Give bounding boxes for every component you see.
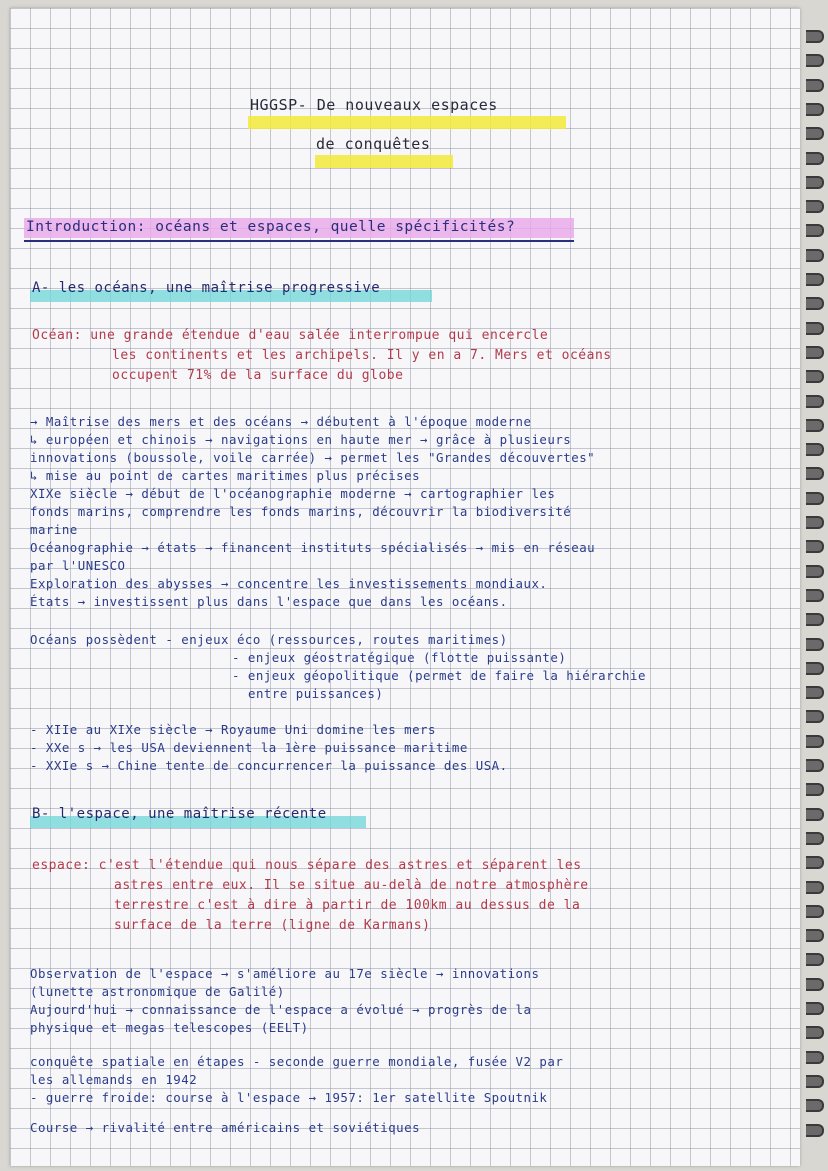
page-title-line-2: de conquêtes [316, 135, 431, 153]
spiral-ring [806, 249, 824, 262]
space-definition-line-4: surface de la terre (ligne de Karmans) [114, 918, 431, 933]
spiral-ring [806, 273, 824, 286]
section-b-heading: B- l'espace, une maîtrise récente [32, 806, 327, 822]
spiral-ring [806, 492, 824, 505]
enjeux-line: entre puissances) [248, 686, 384, 701]
ocean-definition-line-1: Océan: une grande étendue d'eau salée interrompue qui encercle [32, 328, 549, 343]
spiral-ring [806, 978, 824, 991]
spiral-ring [806, 200, 824, 213]
spiral-ring [806, 224, 824, 237]
introduction-heading: Introduction: océans et espaces, quelle spécificités? [26, 219, 516, 235]
spiral-ring [806, 127, 824, 140]
space-note-line: Aujourd'hui → connaissance de l'espace a évolué → progrès de la [30, 1002, 532, 1017]
spiral-ring [806, 30, 824, 43]
spiral-ring [806, 516, 824, 529]
spiral-ring [806, 152, 824, 165]
spiral-ring [806, 419, 824, 432]
spiral-ring [806, 1051, 824, 1064]
spiral-ring [806, 540, 824, 553]
spiral-ring [806, 613, 824, 626]
space-definition-line-3: terrestre c'est à dire à partir de 100km au dessus de la [114, 898, 581, 913]
spiral-ring [806, 783, 824, 796]
note-line: Exploration des abysses → concentre les investissements mondiaux. [30, 576, 548, 591]
spiral-ring [806, 832, 824, 845]
ocean-definition-line-3: occupent 71% de la surface du globe [112, 368, 404, 383]
spiral-ring [806, 1075, 824, 1088]
notebook-page [10, 8, 800, 1166]
history-line: - XXe s → les USA deviennent la 1ère puissance maritime [30, 740, 468, 755]
spiral-ring [806, 638, 824, 651]
note-line: ↳ mise au point de cartes maritimes plus précises [30, 468, 421, 483]
section-a-heading: A- les océans, une maîtrise progressive [32, 280, 381, 296]
enjeux-line: - enjeux géopolitique (permet de faire la hiérarchie [232, 668, 646, 683]
note-line: Océanographie → états → financent instituts spécialisés → mis en réseau [30, 540, 596, 555]
space-note-line: conquête spatiale en étapes - seconde guerre mondiale, fusée V2 par [30, 1054, 564, 1069]
note-line: → Maîtrise des mers et des océans → débutent à l'époque moderne [30, 414, 532, 429]
spiral-ring [806, 856, 824, 869]
spiral-ring [806, 1124, 824, 1137]
spiral-ring [806, 710, 824, 723]
spiral-ring [806, 881, 824, 894]
enjeux-line: Océans possèdent - enjeux éco (ressources, routes maritimes) [30, 632, 508, 647]
note-line: ↳ européen et chinois → navigations en haute mer → grâce à plusieurs [30, 432, 572, 447]
spiral-ring [806, 176, 824, 189]
note-line: États → investissent plus dans l'espace que dans les océans. [30, 594, 508, 609]
spiral-ring [806, 1026, 824, 1039]
note-line: innovations (boussole, voile carrée) → permet les "Grandes découvertes" [30, 450, 596, 465]
spiral-ring [806, 759, 824, 772]
spiral-ring [806, 662, 824, 675]
enjeux-line: - enjeux géostratégique (flotte puissante) [232, 650, 567, 665]
space-note-line: - guerre froide: course à l'espace → 1957: 1er satellite Spoutnik [30, 1090, 548, 1105]
spiral-ring [806, 370, 824, 383]
note-line: XIXe siècle → début de l'océanographie moderne → cartographier les [30, 486, 556, 501]
space-note-line: physique et megas telescopes (EELT) [30, 1020, 309, 1035]
spiral-ring [806, 953, 824, 966]
spiral-ring [806, 346, 824, 359]
ocean-definition-line-2: les continents et les archipels. Il y en a 7. Mers et océans [112, 348, 612, 363]
spiral-ring [806, 589, 824, 602]
spiral-ring [806, 929, 824, 942]
spiral-ring [806, 467, 824, 480]
space-note-line: Observation de l'espace → s'améliore au 17e siècle → innovations [30, 966, 540, 981]
spiral-ring [806, 905, 824, 918]
spiral-ring [806, 565, 824, 578]
title-highlight-1 [248, 116, 566, 129]
spiral-ring [806, 808, 824, 821]
spiral-ring [806, 322, 824, 335]
intro-underline [24, 240, 574, 242]
history-line: - XIIe au XIXe siècle → Royaume Uni domine les mers [30, 722, 436, 737]
spiral-ring [806, 297, 824, 310]
note-line: marine [30, 522, 78, 537]
space-definition-line-1: espace: c'est l'étendue qui nous sépare des astres et séparent les [32, 858, 582, 873]
spiral-binding [806, 30, 824, 1150]
page-title-line-1: HGGSP- De nouveaux espaces [250, 96, 498, 114]
spiral-ring [806, 103, 824, 116]
note-line: fonds marins, comprendre les fonds marins, découvrir la biodiversité [30, 504, 572, 519]
spiral-ring [806, 54, 824, 67]
spiral-ring [806, 79, 824, 92]
spiral-ring [806, 443, 824, 456]
spiral-ring [806, 735, 824, 748]
space-note-line: (lunette astronomique de Galilé) [30, 984, 285, 999]
title-highlight-2 [315, 155, 453, 168]
space-note-line: Course → rivalité entre américains et soviétiques [30, 1120, 421, 1135]
spiral-ring [806, 395, 824, 408]
spiral-ring [806, 1002, 824, 1015]
spiral-ring [806, 1099, 824, 1112]
space-definition-line-2: astres entre eux. Il se situe au-delà de notre atmosphère [114, 878, 589, 893]
space-note-line: les allemands en 1942 [30, 1072, 198, 1087]
spiral-ring [806, 686, 824, 699]
history-line: - XXIe s → Chine tente de concurrencer la puissance des USA. [30, 758, 508, 773]
note-line: par l'UNESCO [30, 558, 126, 573]
